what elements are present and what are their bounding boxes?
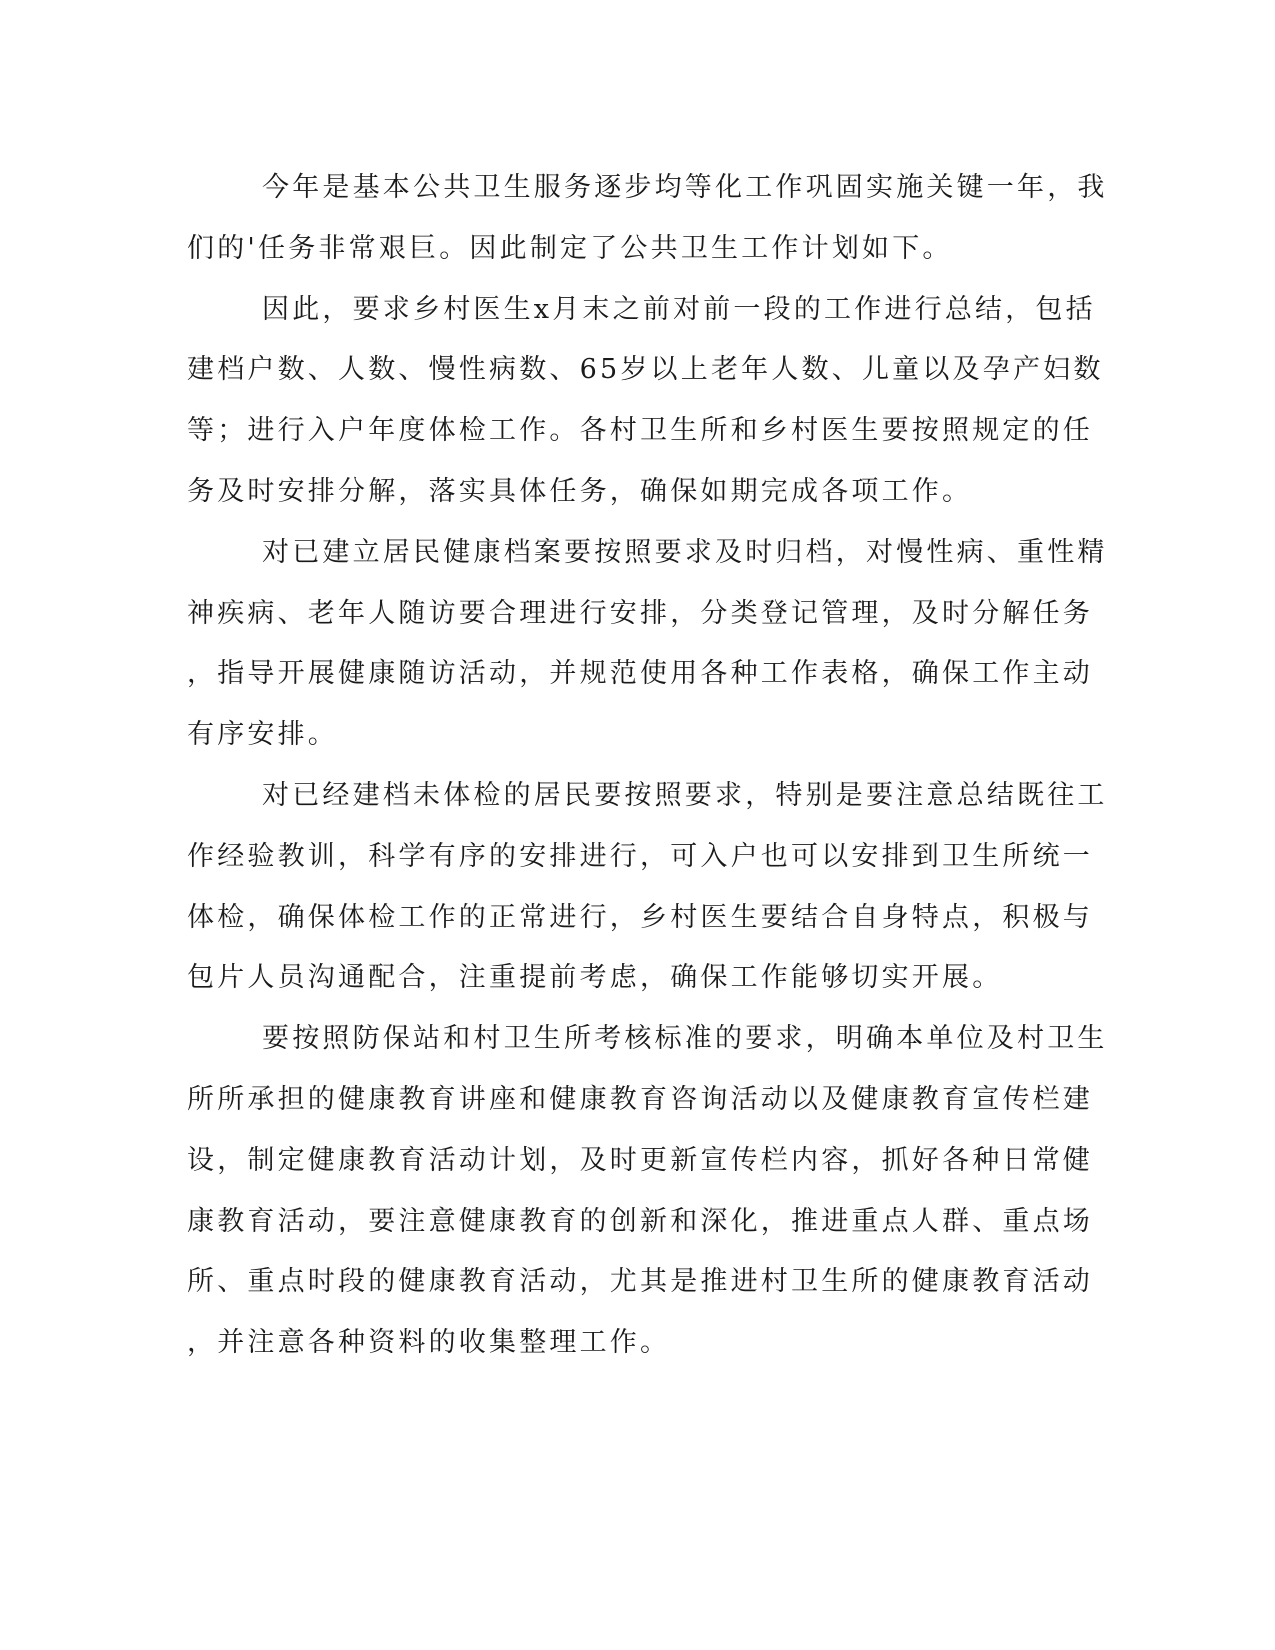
text-line: 有序安排。 — [187, 719, 338, 751]
text-line: 体检，确保体检工作的正常进行，乡村医生要结合自身特点，积极与 — [187, 901, 1093, 933]
text-line: 包片人员沟通配合，注重提前考虑，确保工作能够切实开展。 — [187, 962, 1003, 994]
text-line: 因此，要求乡村医生x月末之前对前一段的工作进行总结，包括 — [262, 293, 1096, 325]
text-line: 要按照防保站和村卫生所考核标准的要求，明确本单位及村卫生 — [262, 1023, 1108, 1055]
text-line: 等；进行入户年度体检工作。各村卫生所和乡村医生要按照规定的任 — [187, 415, 1093, 447]
text-line: 设，制定健康教育活动计划，及时更新宣传栏内容，抓好各种日常健 — [187, 1144, 1093, 1176]
paragraph-4 — [187, 766, 1108, 1009]
text-line: ，指导开展健康随访活动，并规范使用各种工作表格，确保工作主动 — [187, 658, 1093, 690]
text-line: 对已经建档未体检的居民要按照要求，特别是要注意总结既往工 — [262, 779, 1108, 811]
text-line: 务及时安排分解，落实具体任务，确保如期完成各项工作。 — [187, 475, 973, 507]
text-line: 今年是基本公共卫生服务逐步均等化工作巩固实施关键一年，我 — [262, 172, 1108, 203]
document-body — [187, 158, 1108, 1374]
text-line: 神疾病、老年人随访要合理进行安排，分类登记管理，及时分解任务 — [187, 597, 1093, 629]
paragraph-1 — [187, 158, 1108, 280]
paragraph-3 — [187, 523, 1108, 766]
text-line: 作经验教训，科学有序的安排进行，可入户也可以安排到卫生所统一 — [187, 840, 1093, 872]
text-line: ，并注意各种资料的收集整理工作。 — [187, 1327, 671, 1359]
text-line: 对已建立居民健康档案要按照要求及时归档，对慢性病、重性精 — [262, 536, 1108, 568]
paragraph-2 — [187, 280, 1104, 523]
text-line: 所、重点时段的健康教育活动，尤其是推进村卫生所的健康教育活动 — [187, 1266, 1093, 1298]
text-line: 所所承担的健康教育讲座和健康教育咨询活动以及健康教育宣传栏建 — [187, 1083, 1093, 1115]
paragraph-5 — [187, 1009, 1108, 1374]
text-line: 们的'任务非常艰巨。因此制定了公共卫生工作计划如下。 — [187, 232, 953, 264]
text-line: 建档户数、人数、慢性病数、65岁以上老年人数、儿童以及孕产妇数 — [187, 354, 1104, 386]
text-line: 康教育活动，要注意健康教育的创新和深化，推进重点人群、重点场 — [187, 1205, 1093, 1237]
